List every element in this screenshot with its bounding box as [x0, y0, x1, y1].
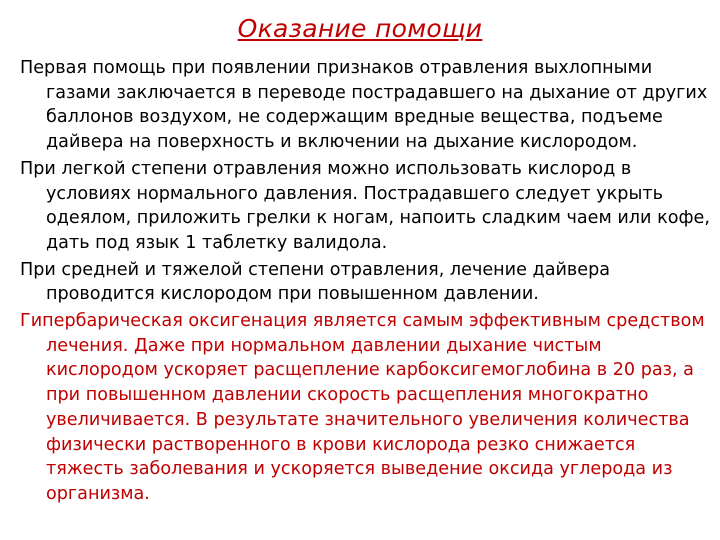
slide-body: [20, 56, 710, 509]
paragraph-severe-poisoning: При средней и тяжелой степени отравления, лечение дайвера проводится кислородом при повышенном давлении.: [20, 259, 611, 305]
paragraph-hyperbaric-oxygenation: Гипербарическая оксигенация является самым эффективным средством лечения. Даже при нормальном давлении дыхание чистым кислородом ускоряет расщепление карбоксигемоглобина в 20 раз, а при повышенном давлении скорость расщепления многократно увеличивается. В результате значительного увеличения количества физически растворенного в крови кислорода резко снижается тяжесть заболевания и ускоряется выведение оксида углерода из организма.: [20, 311, 705, 504]
slide-title: Оказание помощи: [237, 14, 483, 43]
paragraph-mild-poisoning: При легкой степени отравления можно использовать кислород в условиях нормального давления. Пострадавшего следует укрыть одеялом, приложить грелки к ногам, напоить сладким чаем или кофе, дать под язык 1 таблетку валидола.: [20, 158, 710, 253]
paragraph-first-aid: Первая помощь при появлении признаков отравления выхлопными газами заключается в переводе пострадавшего на дыхание от других баллонов воздухом, не содержащим вредные вещества, подъеме дайвера на поверхность и включении на дыхание кислородом.: [20, 58, 708, 153]
